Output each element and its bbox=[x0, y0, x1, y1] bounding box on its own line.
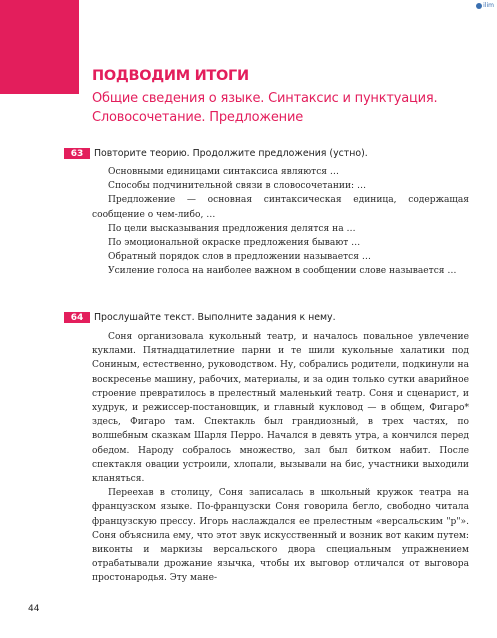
subtitle-line-1: Общие сведения о языке. Синтаксис и пунктуация. bbox=[92, 91, 438, 106]
task-63-instruction: Повторите теорию. Продолжите предложения (устно). bbox=[94, 148, 368, 159]
page-number: 44 bbox=[28, 604, 40, 614]
logo-icon bbox=[476, 3, 482, 9]
section-title: ПОДВОДИМ ИТОГИ bbox=[92, 68, 249, 84]
task-63-header bbox=[64, 148, 469, 159]
subtitle-line-2: Словосочетание. Предложение bbox=[92, 110, 304, 125]
task-63 bbox=[64, 148, 469, 279]
task-63-line: Способы подчинительной связи в словосочетании: … bbox=[108, 181, 367, 192]
task-63-number: 63 bbox=[64, 148, 90, 159]
accent-rule bbox=[0, 93, 79, 94]
task-63-line: Основными единицами синтаксиса являются … bbox=[108, 167, 340, 177]
section-subtitle bbox=[92, 89, 467, 127]
task-64-body bbox=[92, 330, 469, 586]
task-63-line: Усиление голоса на наиболее важном в сообщении слове называется … bbox=[108, 266, 457, 277]
task-63-body bbox=[92, 165, 469, 279]
task-63-line: По цели высказывания предложения делятся на … bbox=[108, 223, 356, 234]
section-header bbox=[92, 68, 467, 127]
task-64-paragraph: Переехав в столицу, Соня записалась в школьный кружок театра на французском языке. По-французски Соня говорила бегло, свободно читала французскую прессу. Игорь наслаждался ее прелестным «версальским "р"». Соня объяснила ему, что этот звук искусственный и возник вот каким путем: виконты и маркизы версальского двора специальным упражнением отрабатывали дрожание язычка, чтобы их выговор отличался от выговора простонародья. Эту мане- bbox=[92, 488, 469, 584]
accent-bar bbox=[0, 0, 79, 93]
task-64-number: 64 bbox=[64, 312, 90, 323]
task-63-line: Обратный порядок слов в предложении называется … bbox=[108, 252, 371, 263]
task-64-header bbox=[64, 312, 469, 323]
task-64-paragraph: Соня организовала кукольный театр, и началось повальное увлечение куклами. Пятнадцатилетние парни и те шили кукольные халатики под Сониным, естественно, руководством. Ну, собрались родители, подкинули на воскресенье машину, рабочих, материалы, и за один только сутки аварийное строение превратилось в прелестный маленький театр. Соня и сценарист, и худрук, и режиссер-постановщик, и главный кукловод — в общем, Фигаро* здесь, Фигаро там. Спектакль был грандиозный, в трех частях, по волшебным сказкам Шарля Перро. Начался в девять утра, а кончился перед обедом. Народу собралось множество, зал был битком набит. После спектакля овации устроили, хлопали, вызывали на бис, участники выходили кланяться. bbox=[92, 332, 469, 485]
task-64 bbox=[64, 312, 469, 586]
task-63-line: Предложение — основная синтаксическая единица, содержащая сообщение о чем-либо, … bbox=[92, 195, 469, 220]
task-63-line: По эмоциональной окраске предложения бывают … bbox=[108, 238, 361, 249]
logo-text: ilim bbox=[483, 2, 494, 9]
task-64-instruction: Прослушайте текст. Выполните задания к нему. bbox=[94, 312, 336, 323]
publisher-logo bbox=[476, 2, 494, 9]
